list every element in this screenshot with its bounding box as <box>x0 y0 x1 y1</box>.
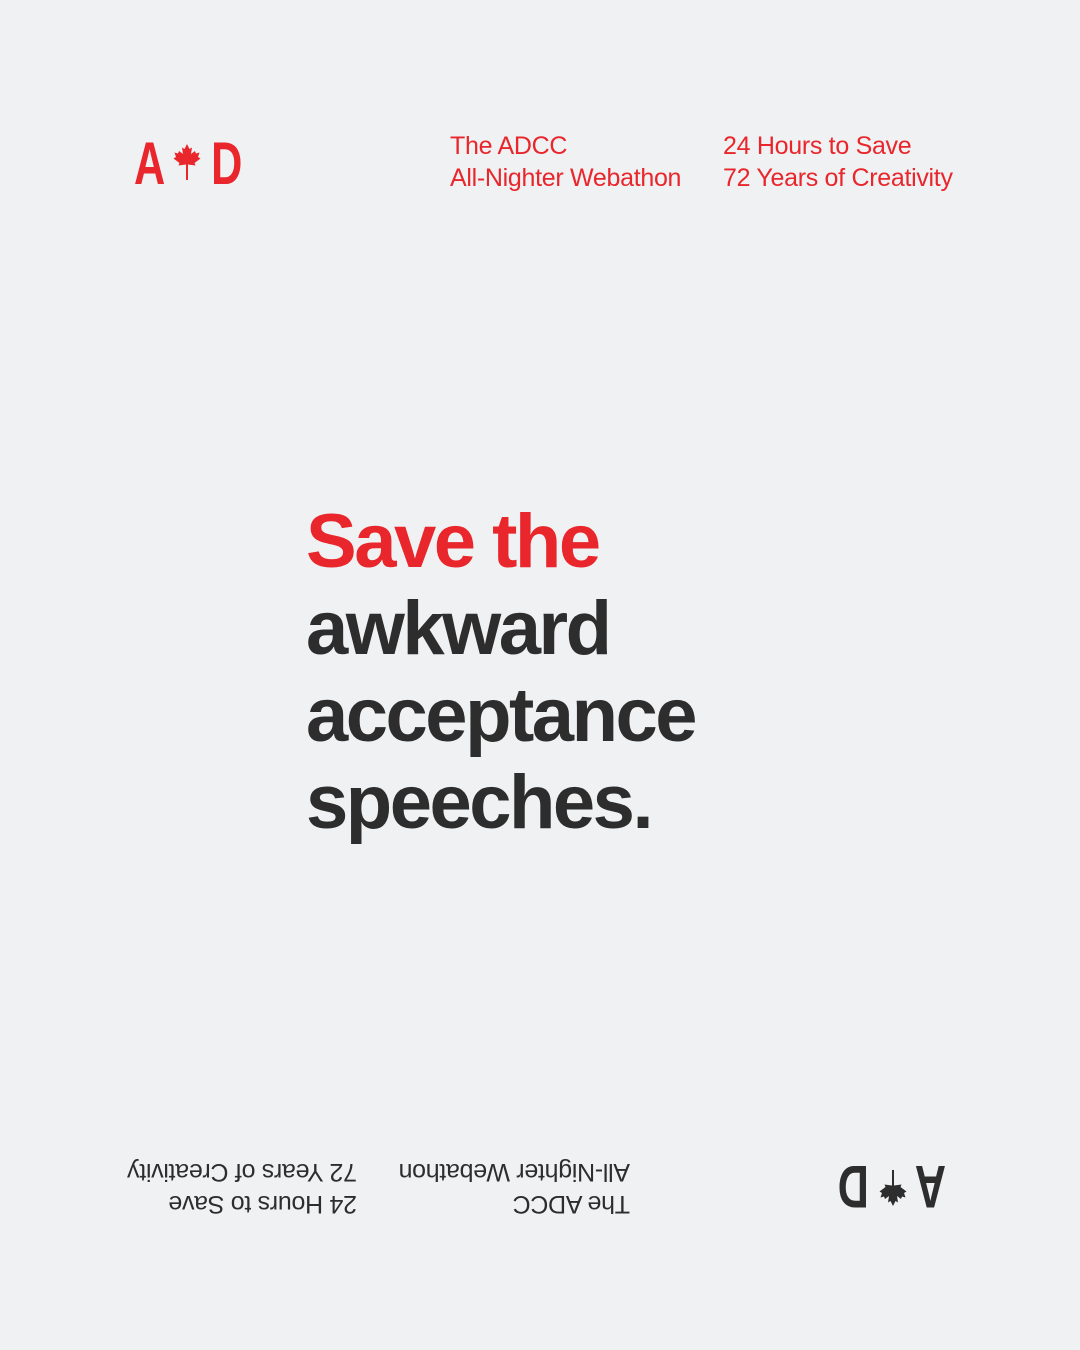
event-title-line-2: All-Nighter Webathon <box>450 164 682 192</box>
mission-line-2: 72 Years of Creativity <box>127 1158 357 1186</box>
footer-inverted <box>0 1110 1080 1350</box>
logo-letter-a: A <box>914 1153 946 1220</box>
maple-leaf-icon <box>171 140 203 188</box>
logo-letter-d: D <box>211 130 243 197</box>
mission-line-1: 24 Hours to Save <box>723 132 912 160</box>
mission-statement-inverted <box>127 1156 357 1220</box>
adcc-logo-inverted <box>837 1153 946 1220</box>
event-title-line-1: The ADCC <box>450 132 568 160</box>
event-title-inverted <box>399 1156 630 1220</box>
mission-line-2: 72 Years of Creativity <box>723 164 953 192</box>
headline-line-2: awkward <box>306 586 610 671</box>
logo-letter-a: A <box>134 130 166 197</box>
adcc-logo <box>134 130 243 197</box>
mission-statement <box>723 130 953 194</box>
header <box>0 0 1080 240</box>
logo-letter-d: D <box>837 1153 869 1220</box>
headline <box>306 498 695 846</box>
maple-leaf-icon <box>877 1162 909 1210</box>
headline-line-1: Save the <box>306 499 599 584</box>
headline-line-3: acceptance <box>306 673 696 758</box>
event-title <box>450 130 681 194</box>
headline-line-4: speeches. <box>306 760 652 845</box>
event-title-line-1: The ADCC <box>512 1190 630 1218</box>
event-title-line-2: All-Nighter Webathon <box>398 1158 630 1186</box>
mission-line-1: 24 Hours to Save <box>168 1190 357 1218</box>
